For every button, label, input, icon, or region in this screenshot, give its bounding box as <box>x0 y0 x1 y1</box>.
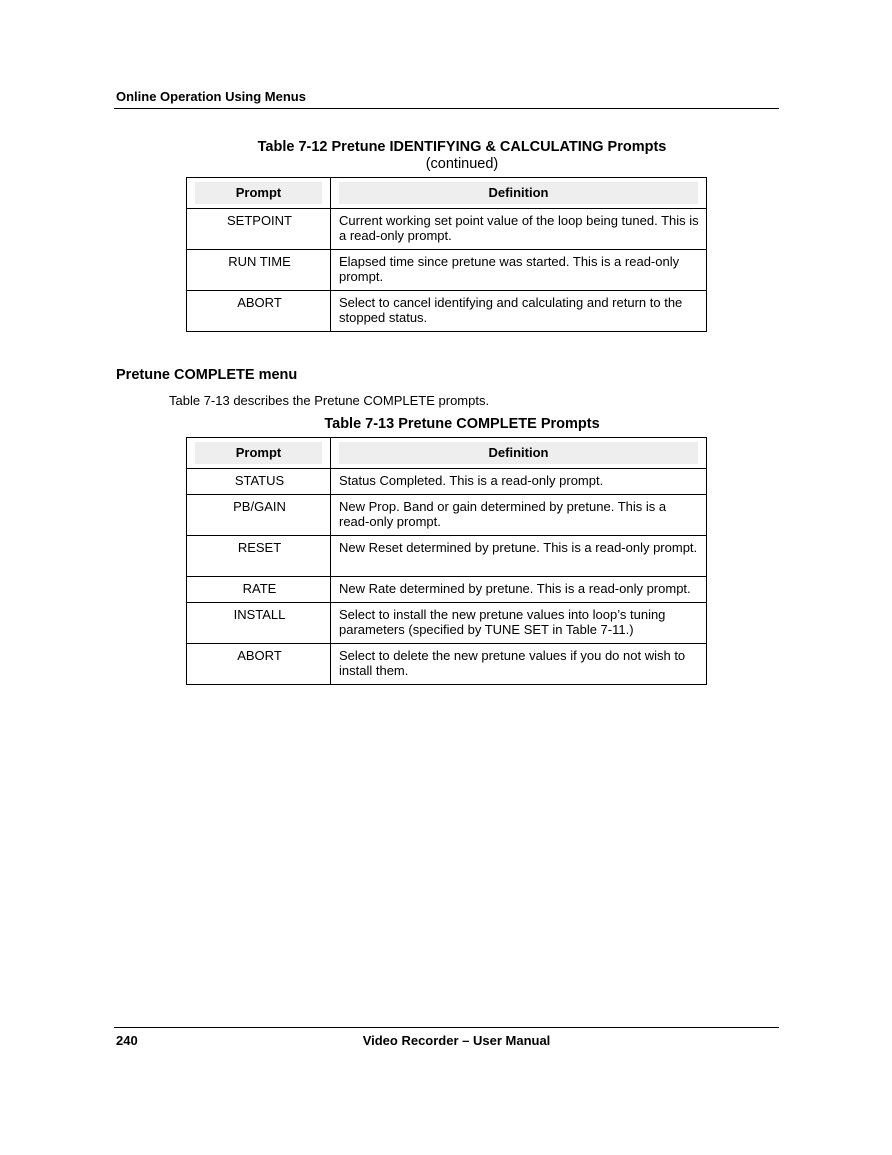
prompt-cell: ABORT <box>187 644 331 685</box>
definition-cell: New Reset determined by pretune. This is a read-only prompt. <box>331 536 707 577</box>
definition-cell: Elapsed time since pretune was started. This is a read-only prompt. <box>331 250 707 291</box>
table-row <box>187 577 707 603</box>
table-7-12-caption: Table 7-12 Pretune IDENTIFYING & CALCULATING Prompts <box>257 139 667 155</box>
prompt-cell: PB/GAIN <box>187 495 331 536</box>
table-7-13-caption: Table 7-13 Pretune COMPLETE Prompts <box>324 416 600 432</box>
prompt-cell: ABORT <box>187 291 331 332</box>
table-row <box>187 495 707 536</box>
table-7-12 <box>186 177 707 332</box>
column-header-definition: Definition <box>331 178 707 209</box>
column-header-prompt: Prompt <box>187 178 331 209</box>
definition-cell: New Rate determined by pretune. This is a read-only prompt. <box>331 577 707 603</box>
definition-cell: Status Completed. This is a read-only prompt. <box>331 469 707 495</box>
table-row <box>187 469 707 495</box>
prompt-cell: INSTALL <box>187 603 331 644</box>
column-header-prompt: Prompt <box>187 438 331 469</box>
prompt-cell: RATE <box>187 577 331 603</box>
definition-cell: Select to cancel identifying and calculating and return to the stopped status. <box>331 291 707 332</box>
table-7-13 <box>186 437 707 685</box>
table-row <box>187 291 707 332</box>
table-row <box>187 644 707 685</box>
prompt-cell: STATUS <box>187 469 331 495</box>
section-intro-text: Table 7-13 describes the Pretune COMPLETE prompts. <box>169 393 490 408</box>
table-7-12-caption-continued: (continued) <box>425 156 499 172</box>
section-heading: Pretune COMPLETE menu <box>116 367 298 383</box>
footer-rule <box>114 1027 779 1028</box>
definition-cell: Select to install the new pretune values into loop’s tuning parameters (specified by TUNE SET in Table 7-11.) <box>331 603 707 644</box>
definition-cell: Current working set point value of the loop being tuned. This is a read-only prompt. <box>331 209 707 250</box>
running-header: Online Operation Using Menus <box>116 89 306 104</box>
prompt-cell: RUN TIME <box>187 250 331 291</box>
table-header-row <box>187 438 707 469</box>
table-row <box>187 209 707 250</box>
column-header-definition: Definition <box>331 438 707 469</box>
definition-cell: Select to delete the new pretune values if you do not wish to install them. <box>331 644 707 685</box>
table-row <box>187 536 707 577</box>
table-row <box>187 603 707 644</box>
table-header-row <box>187 178 707 209</box>
table-row <box>187 250 707 291</box>
header-rule <box>114 108 779 109</box>
manual-title: Video Recorder – User Manual <box>362 1033 551 1048</box>
prompt-cell: SETPOINT <box>187 209 331 250</box>
page-number: 240 <box>116 1033 138 1048</box>
definition-cell: New Prop. Band or gain determined by pretune. This is a read-only prompt. <box>331 495 707 536</box>
prompt-cell: RESET <box>187 536 331 577</box>
